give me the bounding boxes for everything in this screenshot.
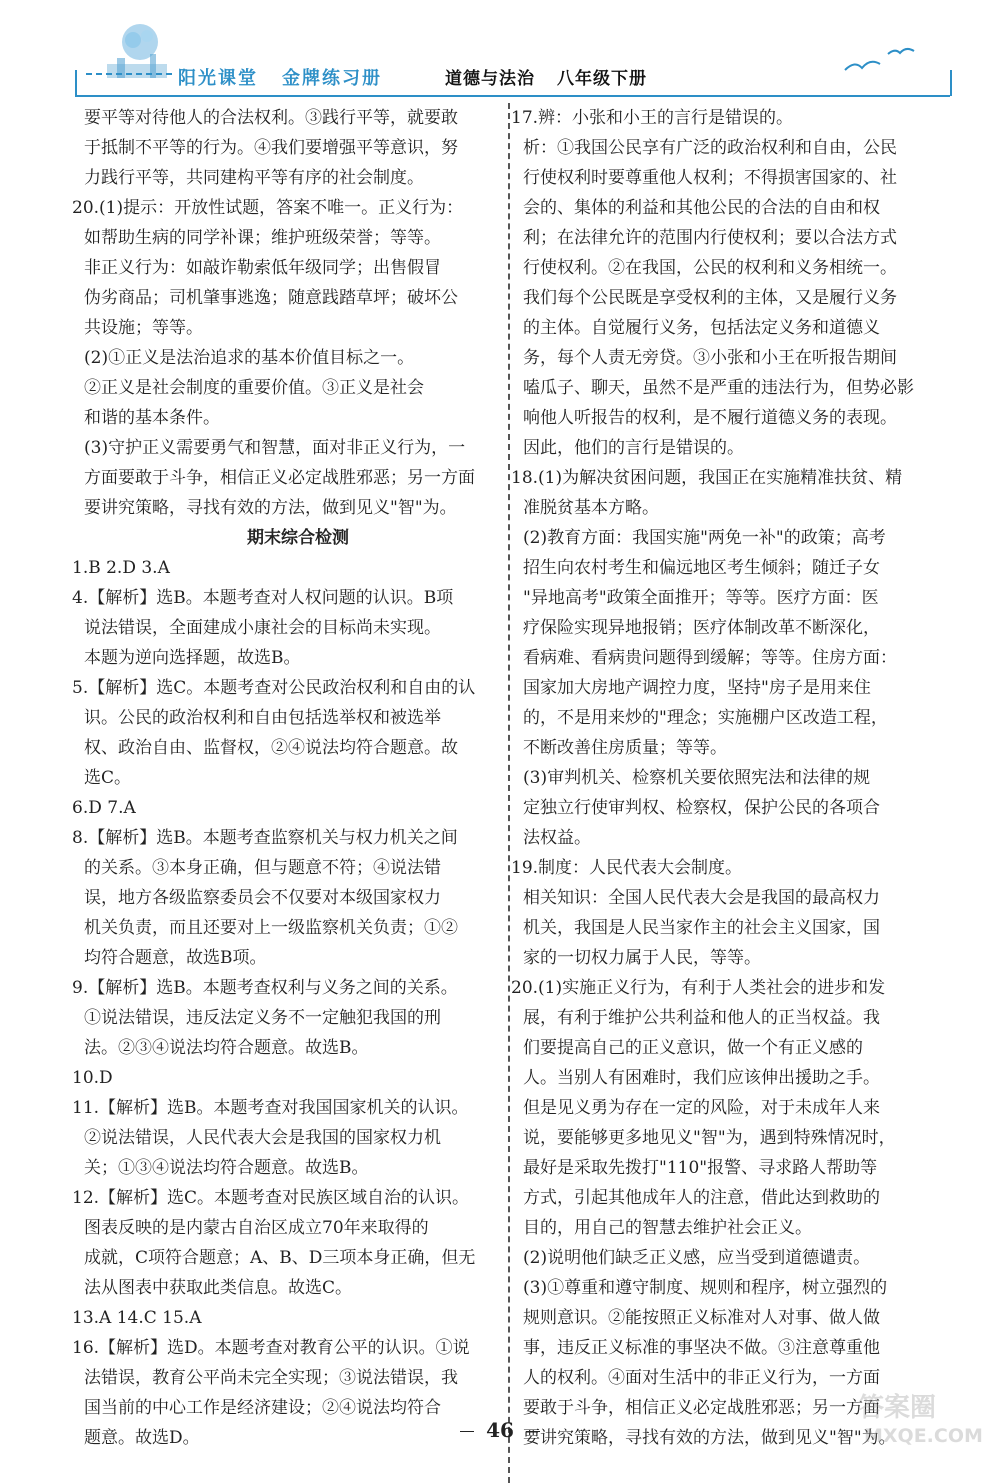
text-line: 嗑瓜子、聊天，虽然不是严重的违法行为，但势必影 — [523, 378, 914, 398]
text-line: (3)审判机关、检察机关要依照宪法和法律的规 — [523, 768, 871, 788]
sun-cloud-logo-icon — [95, 20, 185, 80]
text-line: 招生向农村考生和偏远地区考生倾斜；随迁子女 — [523, 558, 880, 578]
text-line: 说，要能够更多地见义"智"为，遇到特殊情况时， — [523, 1128, 896, 1148]
text-line: 力践行平等，共同建构平等有序的社会制度。 — [84, 168, 424, 188]
text-line: 看病难、看病贵问题得到缓解；等等。住房方面： — [523, 648, 897, 668]
series-brand — [178, 64, 406, 90]
text-line: 于抵制不平等的行为。④我们要增强平等意识，努 — [84, 138, 458, 158]
text-line: 目的，用自己的智慧去维护社会正义。 — [523, 1218, 812, 1238]
text-line: ②说法错误，人民代表大会是我国的国家权力机 — [84, 1128, 441, 1148]
text-line: 的关系。③本身正确，但与题意不符；④说法错 — [84, 858, 441, 878]
text-line: (2)①正义是法治追求的基本价值目标之一。 — [84, 348, 415, 368]
text-line: 识。公民的政治权利和自由包括选举权和被选举 — [84, 708, 441, 728]
text-line: 如帮助生病的同学补课；维护班级荣誉；等等。 — [84, 228, 441, 248]
text-line: 国当前的中心工作是经济建设；②④说法均符合 — [84, 1398, 441, 1418]
text-line: 不断改善住房质量；等等。 — [523, 738, 727, 758]
text-line: 18.(1)为解决贫困问题，我国正在实施精准扶贫、精 — [511, 468, 903, 488]
text-line: 的主体。自觉履行义务，包括法定义务和道德义 — [523, 318, 880, 338]
text-line: 16.【解析】选D。本题考查对教育公平的认识。①说 — [72, 1338, 470, 1358]
text-line: 本题为逆向选择题，故选B。 — [84, 648, 301, 668]
text-line: 响他人听报告的权利，是不履行道德义务的表现。 — [523, 408, 897, 428]
text-line: (2)教育方面：我国实施"两免一补"的政策；高考 — [523, 528, 886, 548]
text-line: 成就，C项符合题意；A、B、D三项本身正确，但无 — [84, 1248, 476, 1268]
text-line: 和谐的基本条件。 — [84, 408, 220, 428]
text-line: 5.【解析】选C。本题考查对公民政治权利和自由的认 — [72, 678, 476, 698]
text-line: 相关知识：全国人民代表大会是我国的最高权力 — [523, 888, 880, 908]
text-line: 但是见义勇为存在一定的风险，对于未成年人来 — [523, 1098, 880, 1118]
watermark-text-top: 答案圈 — [858, 1393, 937, 1423]
section-heading: 期末综合检测 — [247, 528, 349, 548]
text-line: 行使权利。②在我国，公民的权利和义务相统一。 — [523, 258, 897, 278]
text-line: 法权益。 — [523, 828, 591, 848]
text-line: 非正义行为：如敲诈勒索低年级同学；出售假冒 — [84, 258, 441, 278]
text-line: 会的、集体的利益和其他公民的合法的自由和权 — [523, 198, 880, 218]
text-line: 方面要敢于斗争，相信正义必定战胜邪恶；另一方面 — [84, 468, 475, 488]
text-line: ②正义是社会制度的重要价值。③正义是社会 — [84, 378, 424, 398]
book-subject — [445, 64, 669, 89]
footer-dash-left — [460, 1431, 474, 1432]
text-line: 要敢于斗争，相信正义必定战胜邪恶；另一方面 — [523, 1398, 880, 1418]
text-line: 均符合题意，故选B项。 — [84, 948, 267, 968]
text-line: 17.辨：小张和小王的言行是错误的。 — [511, 108, 794, 128]
text-line: 10.D — [72, 1068, 113, 1088]
text-line: 机关，我国是人民当家作主的社会主义国家，国 — [523, 918, 880, 938]
text-line: 机关负责，而且还要对上一级监察机关负责；①② — [84, 918, 458, 938]
text-line: 行使权利时要尊重他人权利；不得损害国家的、社 — [523, 168, 897, 188]
text-line: 关；①③④说法均符合题意。故选B。 — [84, 1158, 369, 1178]
page-number: 46 — [486, 1418, 514, 1442]
text-line: 4.【解析】选B。本题考查对人权问题的认识。B项 — [72, 588, 454, 608]
watermark-text-bottom: MXQE.COM — [864, 1425, 983, 1447]
text-line: 图表反映的是内蒙古自治区成立70年来取得的 — [84, 1218, 429, 1238]
text-line: "异地高考"政策全面推开；等等。医疗方面：医 — [523, 588, 879, 608]
text-line: 12.【解析】选C。本题考查对民族区域自治的认识。 — [72, 1188, 470, 1208]
text-line: 家的一切权力属于人民，等等。 — [523, 948, 761, 968]
text-line: 疗保险实现异地报销；医疗体制改革不断深化， — [523, 618, 880, 638]
text-line: 共设施；等等。 — [84, 318, 203, 338]
text-line: 法。②③④说法均符合题意。故选B。 — [84, 1038, 369, 1058]
text-line: 我们每个公民既是享受权利的主体，又是履行义务 — [523, 288, 897, 308]
text-line: 8.【解析】选B。本题考查监察机关与权力机关之间 — [72, 828, 458, 848]
text-line: 析：①我国公民享有广泛的政治权利和自由，公民 — [523, 138, 897, 158]
text-line: 方式，引起其他成年人的注意，借此达到救助的 — [523, 1188, 880, 1208]
text-line: 法从图表中获取此类信息。故选C。 — [84, 1278, 353, 1298]
text-line: 20.(1)实施正义行为，有利于人类社会的进步和发 — [511, 978, 886, 998]
text-line: (3)①尊重和遵守制度、规则和程序，树立强烈的 — [523, 1278, 888, 1298]
text-line: 务，每个人责无旁贷。③小张和小王在听报告期间 — [523, 348, 897, 368]
text-line: 11.【解析】选B。本题考查对我国国家机关的认识。 — [72, 1098, 469, 1118]
text-line: 们要提高自己的正义意识，做一个有正义感的 — [523, 1038, 863, 1058]
text-line: 选C。 — [84, 768, 132, 788]
text-line: 展，有利于维护公共利益和他人的正当权益。我 — [523, 1008, 880, 1028]
text-line: 伪劣商品；司机肇事逃逸；随意践踏草坪；破坏公 — [84, 288, 458, 308]
brand-title-2: 金牌练习册 — [282, 68, 382, 89]
header-bracket-right — [942, 70, 952, 96]
text-line: 法错误，教育公平尚未完全实现；③说法错误，我 — [84, 1368, 458, 1388]
text-line: 国家加大房地产调控力度，坚持"房子是用来住 — [523, 678, 871, 698]
brand-title-1: 阳光课堂 — [178, 68, 258, 89]
text-line: 20.(1)提示：开放性试题，答案不唯一。正义行为： — [72, 198, 464, 218]
header-bracket-left — [75, 70, 85, 96]
text-line: 误，地方各级监察委员会不仅要对本级国家权力 — [84, 888, 441, 908]
text-line: 利；在法律允许的范围内行使权利；要以合法方式 — [523, 228, 897, 248]
column-divider — [508, 103, 510, 1483]
text-line: 最好是采取先拨打"110"报警、寻求路人帮助等 — [523, 1158, 878, 1178]
text-line: 6.D 7.A — [72, 798, 136, 818]
text-line: 的，不是用来炒的"理念；实施棚户区改造工程， — [523, 708, 888, 728]
text-line: 要讲究策略，寻找有效的方法，做到见义"智"为。 — [84, 498, 457, 518]
text-line: 事，违反正义标准的事坚决不做。③注意尊重他 — [523, 1338, 880, 1358]
grade-name: 八年级下册 — [557, 69, 647, 89]
text-line: 人。当别人有困难时，我们应该伸出援助之手。 — [523, 1068, 880, 1088]
text-line: 准脱贫基本方略。 — [523, 498, 659, 518]
birds-icon — [840, 42, 920, 82]
text-line: 13.A 14.C 15.A — [72, 1308, 202, 1328]
header-rule — [75, 95, 950, 97]
text-line: 1.B 2.D 3.A — [72, 558, 170, 578]
subject-name: 道德与法治 — [445, 69, 535, 89]
text-line: (2)说明他们缺乏正义感，应当受到道德谴责。 — [523, 1248, 871, 1268]
text-line: 9.【解析】选B。本题考查权利与义务之间的关系。 — [72, 978, 458, 998]
text-line: ①说法错误，违反法定义务不一定触犯我国的刑 — [84, 1008, 441, 1028]
text-line: 说法错误，全面建成小康社会的目标尚未实现。 — [84, 618, 441, 638]
text-line: 因此，他们的言行是错误的。 — [523, 438, 744, 458]
text-line: 19.制度：人民代表大会制度。 — [511, 858, 743, 878]
text-line: 要讲究策略，寻找有效的方法，做到见义"智"为。 — [523, 1428, 896, 1448]
text-line: (3)守护正义需要勇气和智慧，面对非正义行为，一 — [84, 438, 466, 458]
text-line: 要平等对待他人的合法权利。③践行平等，就要敢 — [84, 108, 458, 128]
header-dashed-line — [86, 73, 172, 75]
watermark-logo — [850, 1388, 1000, 1450]
page-header — [0, 0, 1000, 110]
footer-dash-right — [526, 1431, 540, 1432]
text-line: 规则意识。②能按照正义标准对人对事、做人做 — [523, 1308, 880, 1328]
text-line: 定独立行使审判权、检察权，保护公民的各项合 — [523, 798, 880, 818]
text-line: 权、政治自由、监督权，②④说法均符合题意。故 — [84, 738, 458, 758]
text-line: 题意。故选D。 — [84, 1428, 200, 1448]
text-line: 人的权利。④面对生活中的非正义行为，一方面 — [523, 1368, 880, 1388]
